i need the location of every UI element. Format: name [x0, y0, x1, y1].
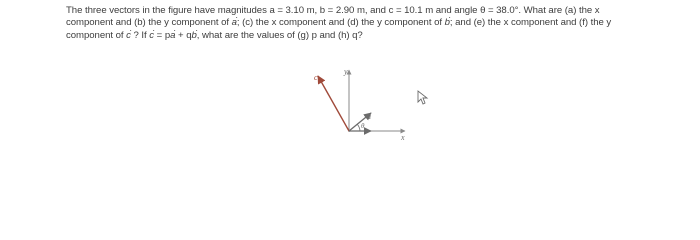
problem-line-1-part-a: The three vectors in the figure have magnitudes: [66, 5, 270, 16]
problem-line-3-post: , what are the values of (g) p and (h) q?: [196, 29, 363, 41]
problem-line-3-if: ? If: [130, 29, 150, 41]
problem-line-3-eq2: + q: [175, 29, 192, 41]
vector-a-symbol: a: [231, 17, 237, 29]
problem-line-2-pre: component and (b) the y component of: [66, 17, 232, 29]
vector-a-symbol-eq: a: [170, 29, 176, 41]
vector-c-symbol-eq: c: [149, 29, 155, 41]
problem-line-1-part-b: a = 3.10 m, b = 2.90 m, and c = 10.1 m and angle θ = 38.0°. What are (a) the x: [269, 5, 600, 16]
vector-b-symbol: b: [444, 17, 450, 29]
vector-a-label: a: [367, 112, 371, 121]
vector-c-symbol: c: [126, 29, 131, 41]
vector-c-label: c: [314, 73, 318, 82]
mouse-cursor-icon: [417, 90, 429, 106]
vector-b-symbol-eq: b: [191, 29, 197, 41]
x-axis-label: x: [401, 133, 405, 142]
problem-line-2-mid: ; (c) the x component and (d) the y component of: [236, 17, 445, 29]
problem-line-3-pre: component of: [66, 29, 127, 41]
vector-c-line: [318, 76, 349, 131]
angle-arc: [357, 124, 360, 131]
y-axis-label: y: [344, 67, 348, 76]
problem-line-3-eq1: = p: [154, 29, 171, 41]
angle-label: θ: [361, 122, 365, 130]
problem-line-2-post: ; and (e) the x component and (f) the y: [449, 17, 612, 29]
